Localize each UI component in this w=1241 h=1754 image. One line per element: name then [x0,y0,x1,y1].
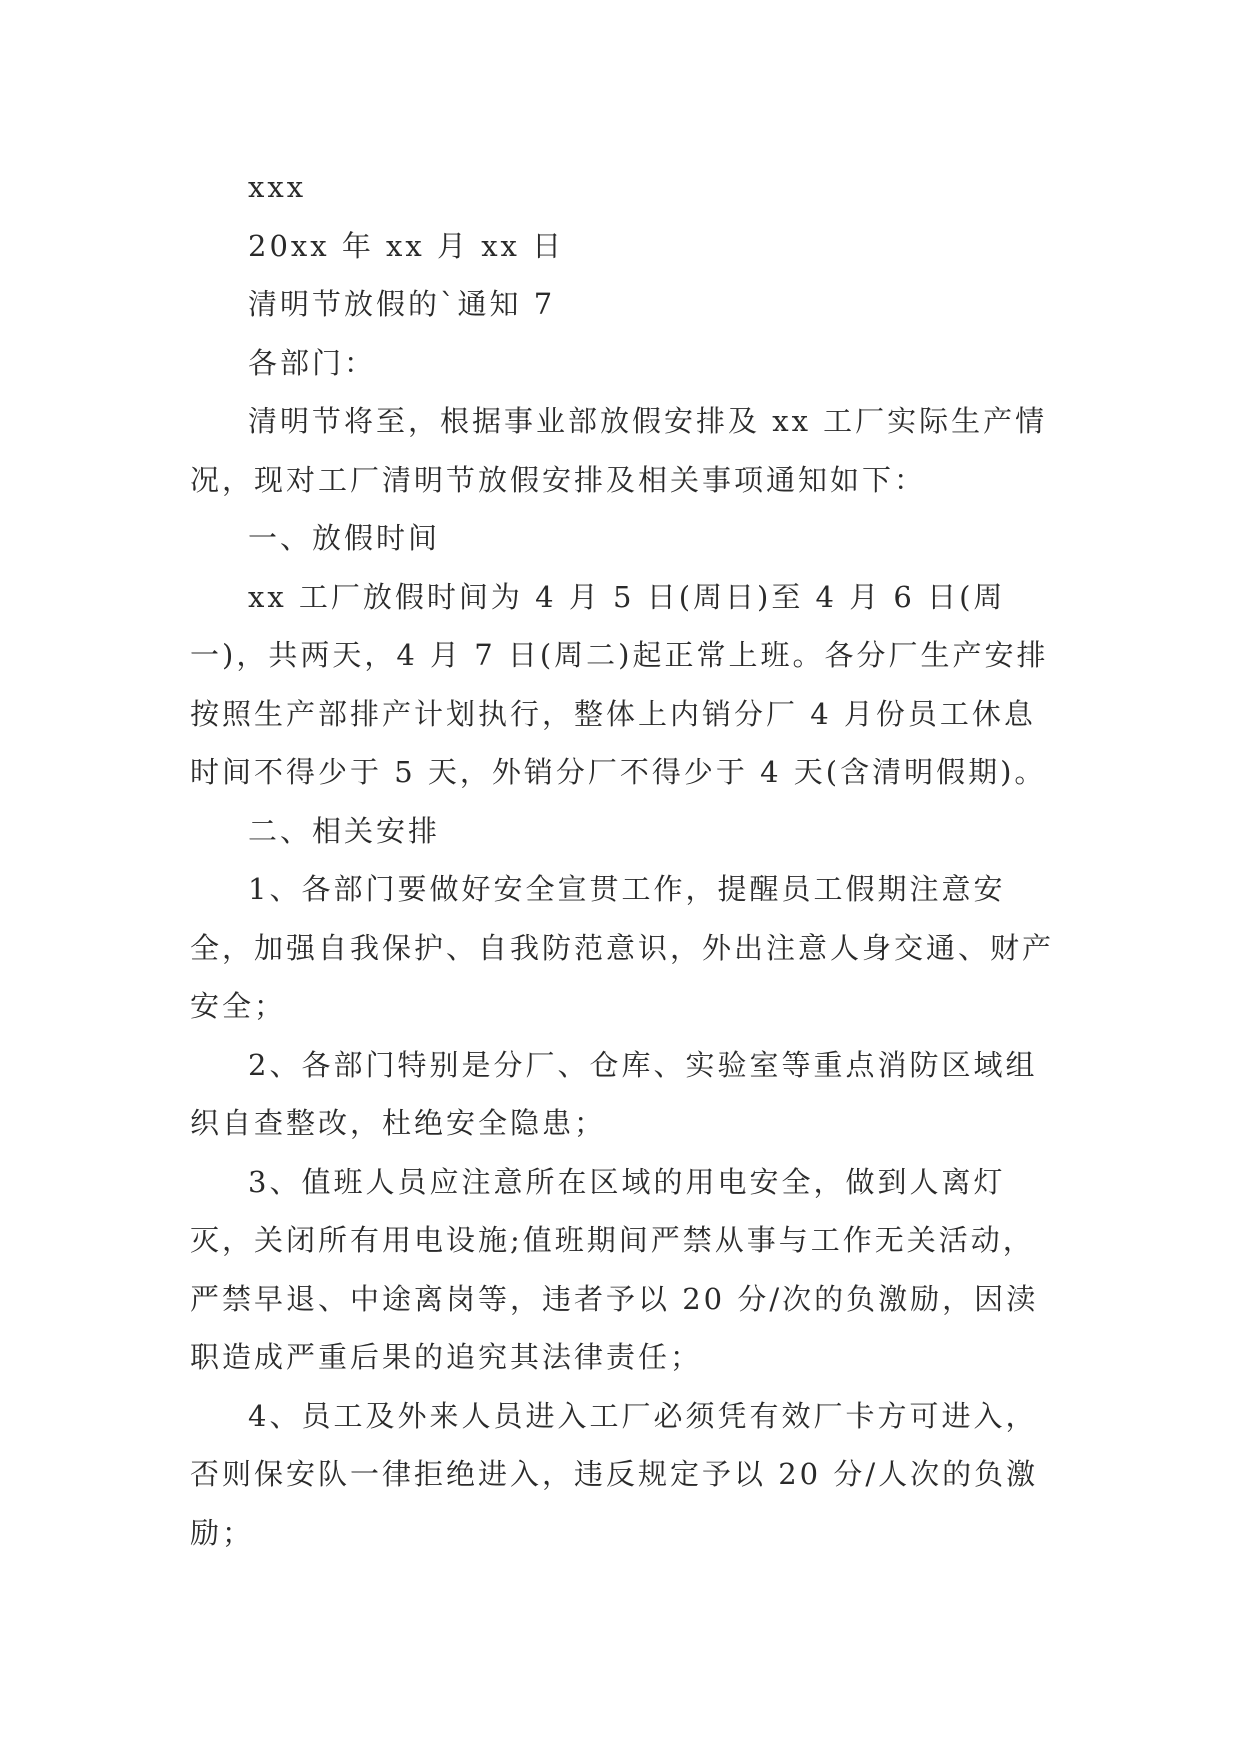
document-body [190,158,1060,1562]
section-heading-arrangements: 二、相关安排 [248,813,441,848]
holiday-time-paragraph: xx 工厂放假时间为 4 月 5 日(周日)至 4 月 6 日(周一)，共两天，4 月 7 日(周二)起正常上班。各分厂生产安排按照生产部排产计划执行，整体上内销分厂 4 月份员工休息时间不得少于 5 天，外销分厂不得少于 4 天(含清明假期)。 [190,579,1049,789]
arrangement-item-4: 4、员工及外来人员进入工厂必须凭有效厂卡方可进入，否则保安队一律拒绝进入，违反规定予以 20 分/人次的负激励； [190,1398,1039,1550]
arrangement-item-3: 3、值班人员应注意所在区域的用电安全，做到人离灯灭，关闭所有用电设施;值班期间严禁从事与工作无关活动，严禁早退、中途离岗等，违者予以 20 分/次的负激励，因渎职造成严重后果的追究其法律责任； [190,1164,1039,1374]
intro-paragraph: 清明节将至，根据事业部放假安排及 xx 工厂实际生产情况，现对工厂清明节放假安排及相关事项通知如下： [190,404,1048,497]
arrangement-item-1: 1、各部门要做好安全宣贯工作，提醒员工假期注意安全，加强自我保护、自我防范意识，外出注意人身交通、财产安全； [190,872,1055,1023]
salutation: 各部门： [248,345,377,380]
section-heading-holiday-time: 一、放假时间 [248,521,441,555]
signature-date: 20xx 年 xx 月 xx 日 [248,228,565,263]
notice-title: 清明节放假的`通知 7 [248,287,556,321]
signature-name: xxx [248,170,307,204]
arrangement-item-2: 2、各部门特别是分厂、仓库、实验室等重点消防区域组织自查整改，杜绝安全隐患； [190,1047,1038,1140]
